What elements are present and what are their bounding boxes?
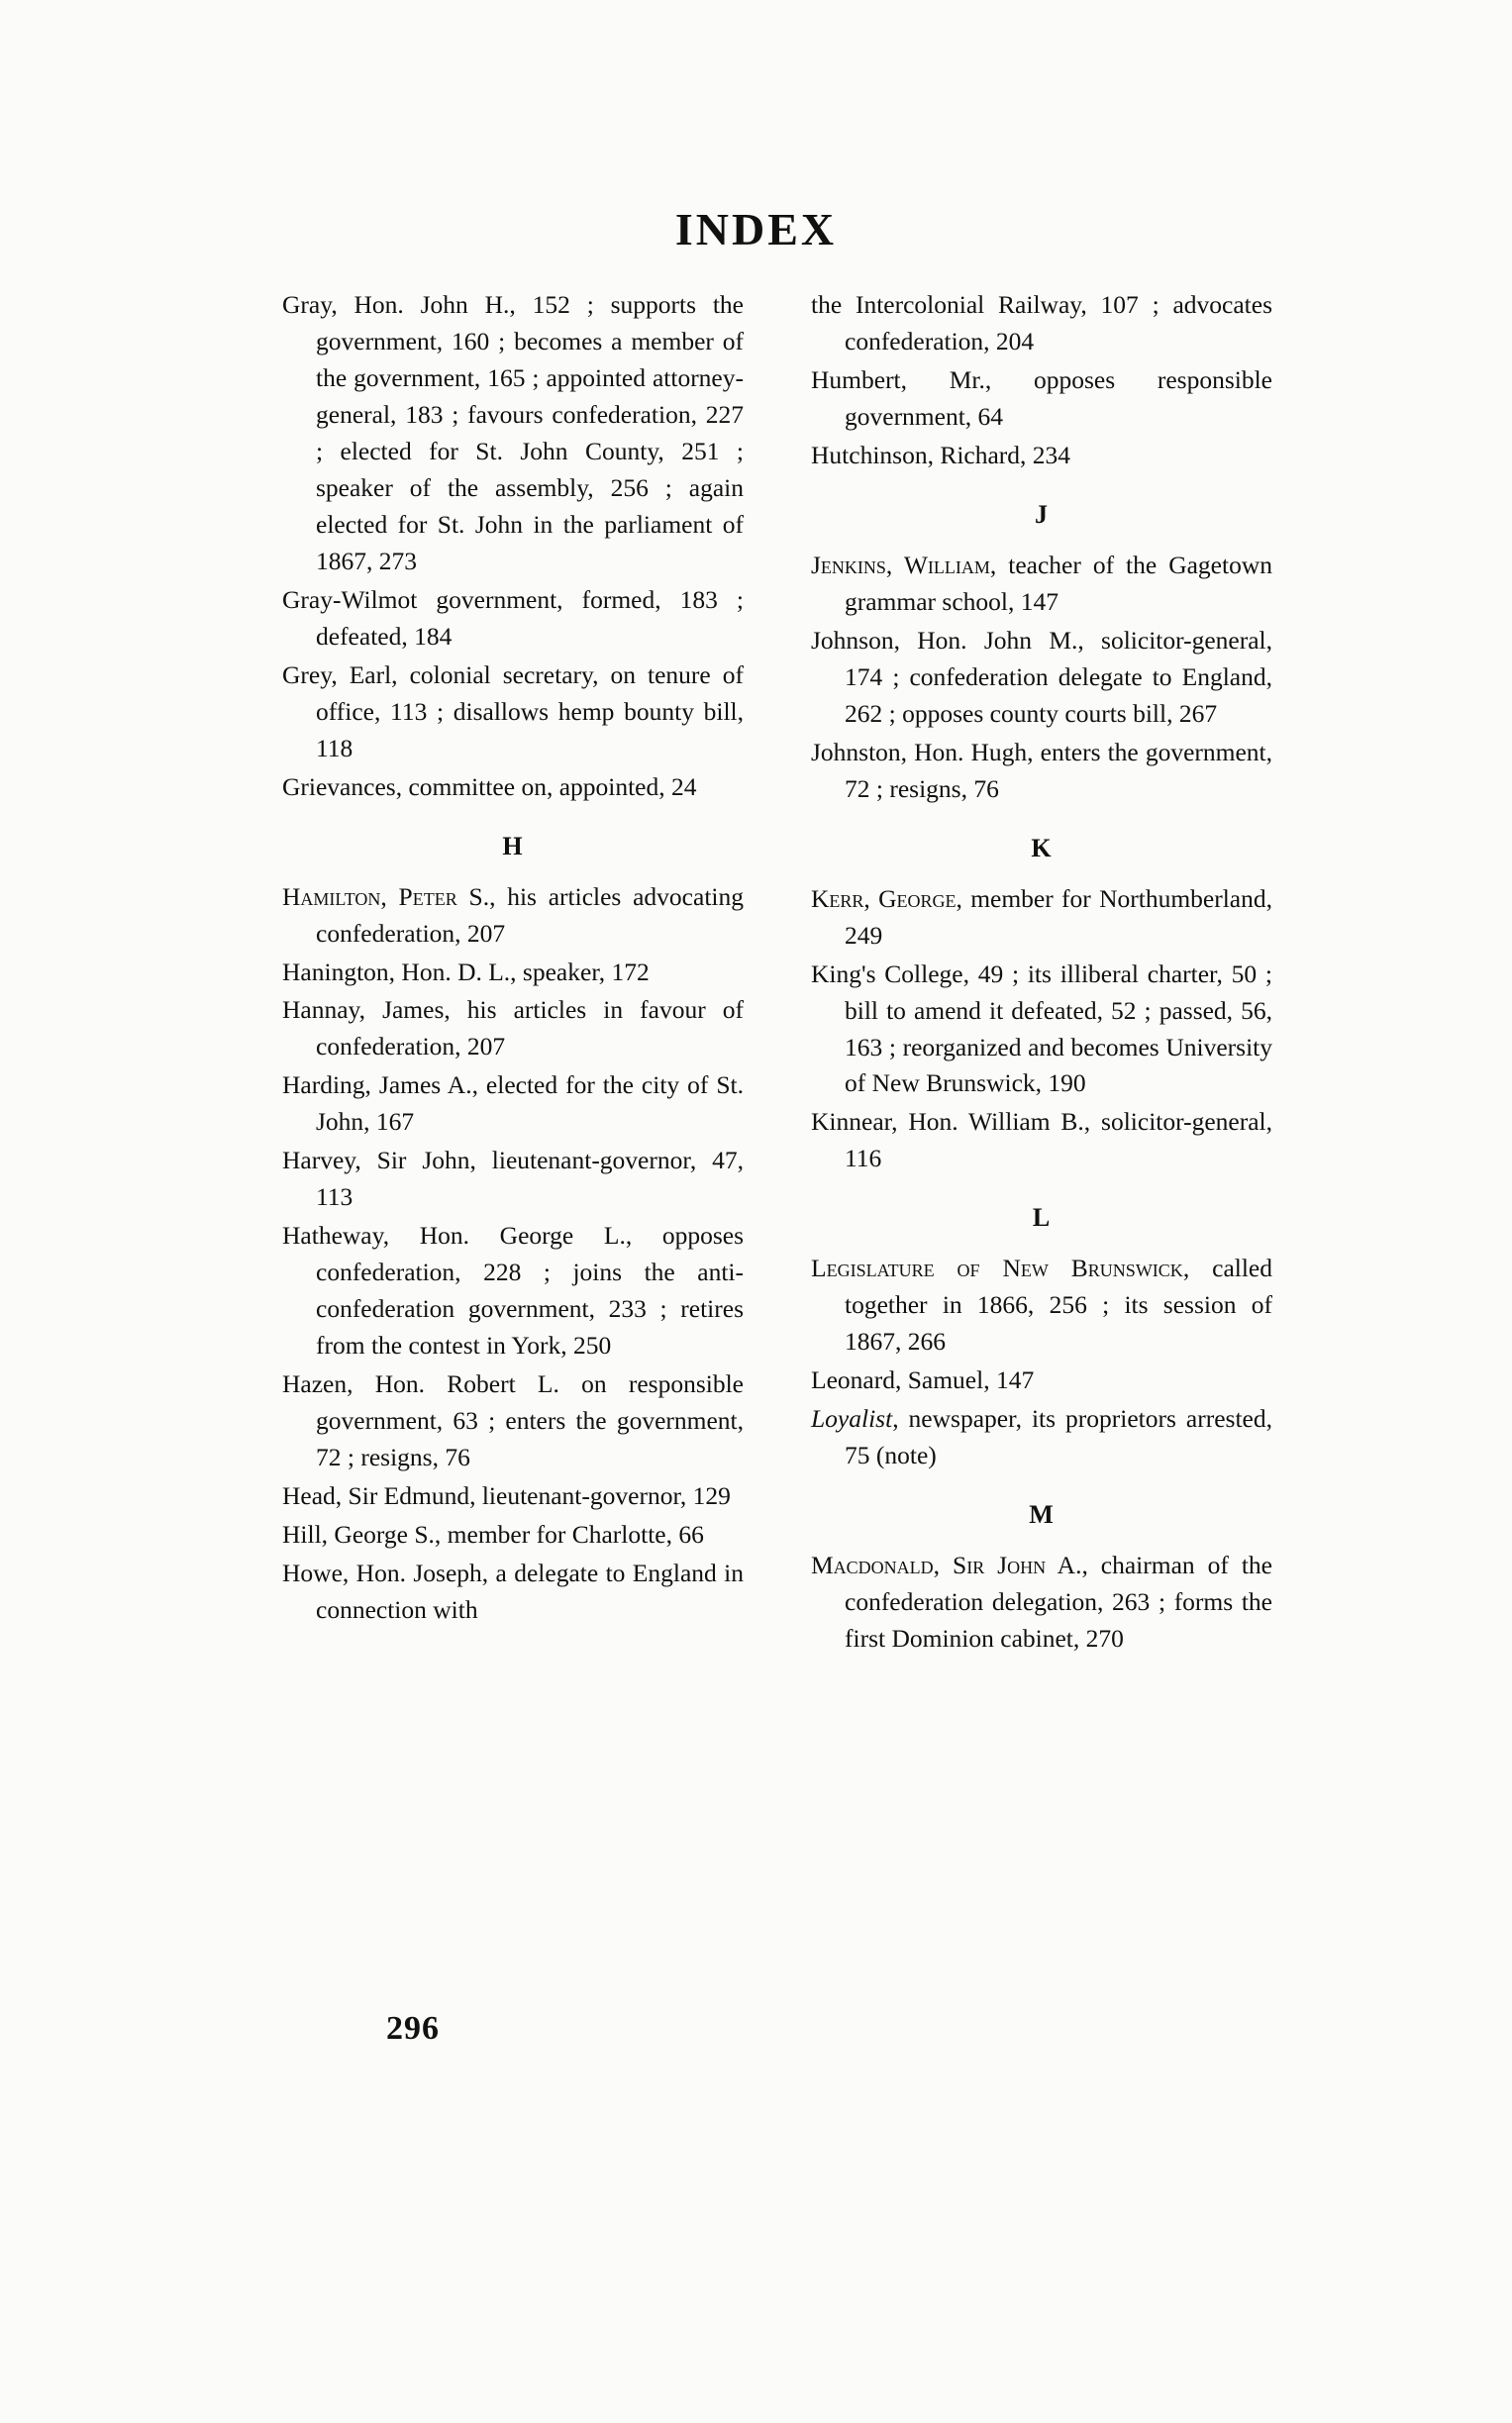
index-entry: Gray-Wilmot government, formed, 183 ; defeated, 184 (282, 584, 744, 651)
letter-heading: J (1035, 499, 1049, 529)
index-entry: King's College, 49 ; its illiberal charter, 50 ; bill to amend it defeated, 52 ; passed, 56, 163 ; reorganized and becomes University of New Brunswick, 190 (811, 959, 1272, 1098)
index-entry: Harding, James A., elected for the city of St. John, 167 (282, 1070, 744, 1137)
entry-headword: Kerr, George (811, 883, 957, 913)
index-entry: Harvey, Sir John, lieutenant-governor, 47, 113 (282, 1146, 744, 1212)
index-entry: Loyalist, newspaper, its proprietors arrested, 75 (note) (811, 1404, 1272, 1470)
index-entry: Hutchinson, Richard, 234 (811, 440, 1071, 469)
index-entry: Grey, Earl, colonial secretary, on tenure of office, 113 ; disallows hemp bounty bill, 118 (282, 659, 744, 762)
index-entry: Kerr, George, member for Northumberland, 249 (811, 883, 1272, 950)
page-number: 296 (386, 2010, 440, 2047)
index-entry: Hanington, Hon. D. L., speaker, 172 (282, 957, 650, 986)
index-entry: Kinnear, Hon. William B., solicitor-general, 116 (811, 1107, 1272, 1173)
entry-headword: Legislature of New Brunswick (811, 1254, 1183, 1283)
letter-heading: L (1032, 1203, 1052, 1233)
index-entry: Hannay, James, his articles in favour of confederation, 207 (282, 995, 744, 1061)
index-entry: Humbert, Mr., opposes responsible government, 64 (811, 364, 1272, 431)
index-entry: Hill, George S., member for Charlotte, 66 (282, 1520, 704, 1550)
index-entry: Leonard, Samuel, 147 (811, 1365, 1035, 1395)
entry-headword: Jenkins, William (811, 550, 990, 579)
index-entry: Johnston, Hon. Hugh, enters the government, 72 ; resigns, 76 (811, 737, 1272, 803)
index-entry: Howe, Hon. Joseph, a delegate to England in connection with (282, 1559, 744, 1624)
entry-headword: Hamilton, Peter (282, 881, 457, 911)
index-column-right (811, 287, 1272, 1660)
index-column-left (282, 287, 744, 1660)
entry-headword: Macdonald, Sir John A. (811, 1551, 1082, 1580)
index-entry: Hazen, Hon. Robert L. on responsible government, 63 ; enters the government, 72 ; resigns, 76 (282, 1369, 744, 1472)
index-entry: the Intercolonial Railway, 107 ; advocates confederation, 204 (811, 290, 1272, 355)
index-entry: Hamilton, Peter S., his articles advocating confederation, 207 (282, 881, 744, 948)
letter-heading: M (1029, 1500, 1055, 1530)
index-entry: Hatheway, Hon. George L., opposes confederation, 228 ; joins the anti-confederation government, 233 ; retires from the contest in York, 250 (282, 1221, 744, 1361)
index-entry: Jenkins, William, teacher of the Gagetown grammar school, 147 (811, 550, 1272, 616)
index-entry: Johnson, Hon. John M., solicitor-general, 174 ; confederation delegate to England, 262 ; opposes county courts bill, 267 (811, 625, 1272, 728)
letter-heading: K (1031, 833, 1053, 862)
index-entry: Legislature of New Brunswick, called together in 1866, 256 ; its session of 1867, 266 (811, 1254, 1272, 1357)
index-entry: Macdonald, Sir John A., chairman of the confederation delegation, 263 ; forms the first Dominion cabinet, 270 (811, 1551, 1273, 1654)
index-entry: Head, Sir Edmund, lieutenant-governor, 129 (282, 1481, 731, 1511)
entry-headword-italic: Loyalist (811, 1404, 893, 1434)
index-entry: Grievances, committee on, appointed, 24 (282, 771, 697, 801)
page-title: INDEX (674, 204, 838, 254)
index-entry: Gray, Hon. John H., 152 ; supports the government, 160 ; becomes a member of the government, 165 ; appointed attorney-general, 183 ; favours confederation, 227 ; elected for St. John County, 251 ; speaker of the assembly, 256 ; again elected for St. John in the parliament of 1867, 273 (282, 290, 744, 575)
index-columns (282, 287, 1272, 1660)
letter-heading: H (502, 831, 524, 860)
